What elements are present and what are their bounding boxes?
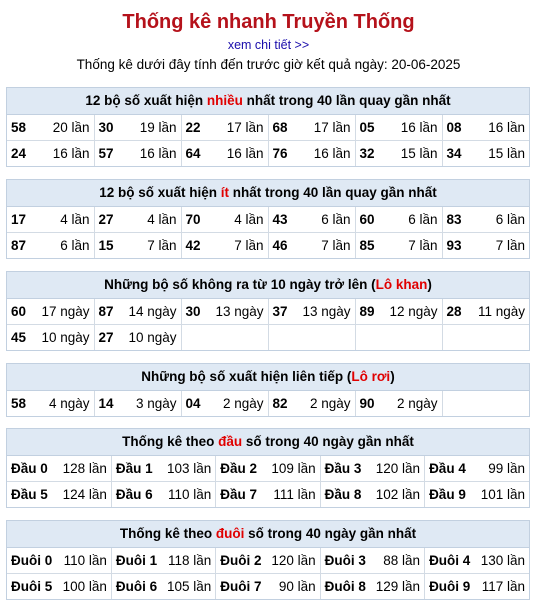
stat-pair xyxy=(429,487,525,502)
stat-label: 37 xyxy=(272,304,288,319)
stat-cell xyxy=(181,391,268,416)
stat-label: 15 xyxy=(98,238,114,253)
stat-pair xyxy=(325,461,420,476)
stat-pair xyxy=(99,120,177,135)
least-frequent-panel xyxy=(6,179,530,259)
stat-pair xyxy=(99,330,177,345)
stat-label: 24 xyxy=(11,146,27,161)
table-row xyxy=(7,141,529,167)
stat-label: 58 xyxy=(11,396,27,411)
stat-pair xyxy=(116,579,211,594)
stat-count: 15 lần xyxy=(488,146,525,161)
stat-cell xyxy=(181,299,268,325)
stat-pair xyxy=(11,120,90,135)
stat-count: 100 lần xyxy=(62,579,107,594)
stat-cell xyxy=(216,456,320,482)
stat-label: 76 xyxy=(272,146,288,161)
stat-pair xyxy=(116,461,211,476)
stat-pair xyxy=(99,396,177,411)
stat-pair xyxy=(325,487,420,502)
stats-table xyxy=(7,115,529,166)
stat-pair xyxy=(273,396,351,411)
stat-pair xyxy=(447,238,526,253)
title-text: ) xyxy=(427,277,432,292)
stat-count: 111 lần xyxy=(273,487,316,502)
stat-cell xyxy=(268,299,355,325)
stat-label: Đuôi 2 xyxy=(220,553,262,568)
stat-pair xyxy=(11,212,90,227)
stat-pair xyxy=(325,553,420,568)
stat-pair xyxy=(99,238,177,253)
stat-count: 109 lần xyxy=(271,461,316,476)
stat-label: Đầu 8 xyxy=(324,487,362,502)
stat-count: 16 lần xyxy=(400,120,438,135)
stat-cell xyxy=(355,233,442,259)
stat-cell xyxy=(181,325,268,351)
stat-pair xyxy=(99,146,177,161)
stat-label: 04 xyxy=(185,396,201,411)
stat-cell xyxy=(216,548,320,574)
title-highlight: ít xyxy=(220,185,229,200)
title-highlight: nhiều xyxy=(206,93,243,108)
stat-cell xyxy=(7,574,111,600)
stat-label: Đầu 5 xyxy=(11,487,48,502)
stat-pair xyxy=(11,238,90,253)
stat-label: Đầu 3 xyxy=(324,461,362,476)
table-row xyxy=(7,391,529,416)
stat-cell xyxy=(94,233,181,259)
stat-label: 82 xyxy=(272,396,288,411)
stat-cell xyxy=(268,391,355,416)
stat-count: 88 lần xyxy=(383,553,421,568)
stat-label: Đầu 9 xyxy=(429,487,466,502)
stat-label: Đuôi 5 xyxy=(11,579,53,594)
stat-cell xyxy=(320,482,424,508)
most-frequent-panel xyxy=(6,87,530,167)
stat-pair xyxy=(220,487,315,502)
stat-count: 2 ngày xyxy=(222,396,264,411)
stat-cell xyxy=(442,325,529,351)
stat-cell xyxy=(94,299,181,325)
title-text: nhất trong 40 lần quay gần nhất xyxy=(242,93,451,108)
stat-label: Đầu 2 xyxy=(220,461,258,476)
duoi-stats-panel xyxy=(6,520,530,600)
stat-count: 10 ngày xyxy=(128,330,177,345)
stat-cell xyxy=(111,456,215,482)
stat-cell xyxy=(94,115,181,141)
stat-pair xyxy=(360,120,438,135)
stat-count: 99 lần xyxy=(488,461,525,476)
stat-pair xyxy=(186,120,264,135)
stat-label: 60 xyxy=(11,304,27,319)
stat-label: 85 xyxy=(359,238,375,253)
stat-pair xyxy=(99,212,177,227)
stat-count: 16 lần xyxy=(226,146,264,161)
stat-label: 32 xyxy=(359,146,375,161)
stat-count: 17 ngày xyxy=(41,304,90,319)
stat-count: 17 lần xyxy=(226,120,264,135)
stat-label: Đuôi 8 xyxy=(324,579,366,594)
stat-label: Đuôi 6 xyxy=(115,579,158,594)
stat-count: 15 lần xyxy=(400,146,438,161)
stat-count: 13 ngày xyxy=(302,304,351,319)
stat-count: 19 lần xyxy=(139,120,177,135)
table-row xyxy=(7,574,529,600)
title-highlight: Lô rơi xyxy=(351,369,391,384)
stat-pair xyxy=(116,553,211,568)
stat-count: 128 lần xyxy=(62,461,107,476)
stat-cell xyxy=(7,115,94,141)
more-link-row xyxy=(0,37,537,53)
stat-label: 87 xyxy=(11,238,27,253)
stat-pair xyxy=(11,396,90,411)
stat-count: 103 lần xyxy=(166,461,212,476)
stat-pair xyxy=(273,212,351,227)
title-text: Thống kê theo xyxy=(122,434,219,449)
title-highlight: Lô khan xyxy=(375,277,428,292)
stat-count: 6 lần xyxy=(408,212,438,227)
stat-pair xyxy=(116,487,211,502)
stat-cell xyxy=(425,574,529,600)
stat-cell xyxy=(94,207,181,233)
table-row xyxy=(7,299,529,325)
stat-label: Đuôi 7 xyxy=(220,579,262,594)
stat-pair xyxy=(273,304,351,319)
title-highlight: đuôi xyxy=(215,526,245,541)
panel-title xyxy=(7,364,529,391)
stats-table xyxy=(7,207,529,258)
stat-label: 05 xyxy=(359,120,375,135)
stat-count: 110 lần xyxy=(63,553,107,568)
stat-pair xyxy=(11,553,107,568)
stat-pair xyxy=(325,579,420,594)
page-subtitle: Thống kê dưới đây tính đến trước giờ kết quả ngày: 20-06-2025 xyxy=(76,57,461,72)
stat-count: 118 lần xyxy=(167,553,212,568)
stat-label: 60 xyxy=(359,212,375,227)
table-row xyxy=(7,207,529,233)
title-text: ) xyxy=(390,369,395,384)
page-title: Thống kê nhanh Truyền Thống xyxy=(122,11,415,33)
stat-cell xyxy=(7,141,94,167)
stat-pair xyxy=(220,461,315,476)
stat-cell xyxy=(181,115,268,141)
stat-label: 30 xyxy=(98,120,114,135)
title-text: Những bộ số không ra từ 10 ngày trở lên ( xyxy=(104,277,376,292)
stat-label: Đuôi 1 xyxy=(115,553,158,568)
stat-label: Đầu 4 xyxy=(429,461,466,476)
stats-table xyxy=(7,299,529,350)
stat-pair xyxy=(186,212,264,227)
stat-cell xyxy=(111,574,215,600)
stat-label: Đầu 1 xyxy=(115,461,153,476)
stat-label: 42 xyxy=(185,238,201,253)
stat-label: 30 xyxy=(185,304,201,319)
stat-cell xyxy=(355,299,442,325)
stat-cell xyxy=(355,391,442,416)
stat-pair xyxy=(429,553,525,568)
table-row xyxy=(7,115,529,141)
stat-pair xyxy=(360,238,438,253)
title-text: số trong 40 ngày gần nhất xyxy=(244,526,417,541)
stat-cell xyxy=(7,482,111,508)
stat-label: 87 xyxy=(98,304,114,319)
stat-cell xyxy=(7,456,111,482)
stat-cell xyxy=(425,482,529,508)
stat-label: 27 xyxy=(98,212,114,227)
stat-label: 17 xyxy=(11,212,27,227)
stat-cell xyxy=(7,548,111,574)
stat-label: 28 xyxy=(446,304,462,319)
stat-pair xyxy=(11,146,90,161)
stat-cell xyxy=(7,391,94,416)
title-text: số trong 40 ngày gần nhất xyxy=(242,434,414,449)
title-text: 12 bộ số xuất hiện xyxy=(99,185,221,200)
stat-cell xyxy=(181,207,268,233)
stat-count: 120 lần xyxy=(375,461,421,476)
stat-cell xyxy=(7,207,94,233)
stat-count: 16 lần xyxy=(488,120,525,135)
stat-cell xyxy=(425,456,529,482)
stat-cell xyxy=(94,325,181,351)
stat-label: 27 xyxy=(98,330,114,345)
stat-label: 68 xyxy=(272,120,288,135)
stat-cell xyxy=(355,141,442,167)
stat-count: 17 lần xyxy=(313,120,351,135)
stat-cell xyxy=(268,233,355,259)
stat-cell xyxy=(216,482,320,508)
stat-cell xyxy=(268,141,355,167)
stat-label: 34 xyxy=(446,146,462,161)
stat-cell xyxy=(320,548,424,574)
title-text: nhất trong 40 lần quay gần nhất xyxy=(229,185,437,200)
stat-count: 6 lần xyxy=(321,212,351,227)
stat-count: 102 lần xyxy=(375,487,421,502)
stat-count: 4 lần xyxy=(234,212,264,227)
stat-label: 45 xyxy=(11,330,27,345)
stat-count: 10 ngày xyxy=(41,330,90,345)
stat-count: 3 ngày xyxy=(135,396,177,411)
stat-pair xyxy=(220,579,315,594)
stat-count: 12 ngày xyxy=(389,304,438,319)
stat-label: 43 xyxy=(272,212,288,227)
panel-title xyxy=(7,180,529,207)
stat-cell xyxy=(7,233,94,259)
title-text: 12 bộ số xuất hiện xyxy=(85,93,207,108)
stat-label: Đuôi 9 xyxy=(429,579,471,594)
stat-cell xyxy=(355,115,442,141)
stat-count: 6 lần xyxy=(495,212,525,227)
stat-cell xyxy=(94,141,181,167)
stat-label: 89 xyxy=(359,304,375,319)
stat-pair xyxy=(360,396,438,411)
panel-title xyxy=(7,521,529,548)
stat-pair xyxy=(447,212,526,227)
stat-label: 93 xyxy=(446,238,462,253)
stat-cell xyxy=(320,456,424,482)
stat-pair xyxy=(273,238,351,253)
stat-count: 13 ngày xyxy=(215,304,264,319)
stat-cell xyxy=(355,207,442,233)
stat-pair xyxy=(429,579,525,594)
stat-label: 83 xyxy=(446,212,462,227)
stat-label: Đầu 7 xyxy=(220,487,258,502)
stat-pair xyxy=(186,146,264,161)
stat-cell xyxy=(268,325,355,351)
stat-cell xyxy=(442,207,529,233)
stats-table xyxy=(7,456,529,507)
stat-cell xyxy=(111,548,215,574)
stat-count: 4 lần xyxy=(60,212,90,227)
stat-pair xyxy=(220,553,315,568)
stat-pair xyxy=(186,396,264,411)
stat-pair xyxy=(11,487,107,502)
stat-count: 105 lần xyxy=(166,579,212,594)
stat-pair xyxy=(360,212,438,227)
stat-cell xyxy=(94,391,181,416)
stat-cell xyxy=(442,299,529,325)
stat-pair xyxy=(360,304,438,319)
stat-count: 16 lần xyxy=(313,146,351,161)
stat-count: 16 lần xyxy=(52,146,90,161)
stat-label: 22 xyxy=(185,120,201,135)
stat-pair xyxy=(273,120,351,135)
stat-label: 08 xyxy=(446,120,462,135)
stat-count: 7 lần xyxy=(234,238,264,253)
stat-cell xyxy=(442,115,529,141)
stat-count: 117 lần xyxy=(481,579,525,594)
stat-cell xyxy=(442,391,529,416)
stat-pair xyxy=(11,461,107,476)
stat-pair xyxy=(11,304,90,319)
table-row xyxy=(7,482,529,508)
stat-pair xyxy=(11,579,107,594)
stats-table xyxy=(7,391,529,416)
stat-cell xyxy=(111,482,215,508)
stat-cell xyxy=(442,141,529,167)
stat-count: 4 ngày xyxy=(48,396,90,411)
stat-pair xyxy=(360,146,438,161)
stat-pair xyxy=(429,461,525,476)
stat-count: 130 lần xyxy=(480,553,525,568)
stat-count: 14 ngày xyxy=(128,304,177,319)
stat-count: 129 lần xyxy=(375,579,421,594)
stat-cell xyxy=(181,233,268,259)
stat-count: 11 ngày xyxy=(477,304,525,319)
stat-pair xyxy=(11,330,90,345)
view-details-link[interactable]: xem chi tiết >> xyxy=(227,38,310,52)
title-highlight: đầu xyxy=(218,434,243,449)
panel-title xyxy=(7,429,529,456)
stat-count: 7 lần xyxy=(408,238,438,253)
stat-cell xyxy=(268,115,355,141)
stat-pair xyxy=(99,304,177,319)
stat-pair xyxy=(447,146,526,161)
stat-label: 14 xyxy=(98,396,114,411)
stat-label: Đuôi 0 xyxy=(11,553,53,568)
stat-label: Đầu 6 xyxy=(115,487,153,502)
stat-count: 2 ngày xyxy=(396,396,438,411)
table-row xyxy=(7,548,529,574)
stat-cell xyxy=(268,207,355,233)
lo-roi-panel xyxy=(6,363,530,417)
stat-count: 101 lần xyxy=(480,487,525,502)
dau-stats-panel xyxy=(6,428,530,508)
stat-pair xyxy=(186,238,264,253)
panel-title xyxy=(7,272,529,299)
stat-label: 64 xyxy=(185,146,201,161)
stat-label: 90 xyxy=(359,396,375,411)
stat-label: Đuôi 4 xyxy=(429,553,471,568)
stat-label: 70 xyxy=(185,212,201,227)
stat-cell xyxy=(425,548,529,574)
stat-cell xyxy=(216,574,320,600)
stat-count: 2 ngày xyxy=(309,396,351,411)
stats-table xyxy=(7,548,529,599)
table-row xyxy=(7,456,529,482)
stat-pair xyxy=(273,146,351,161)
stat-label: Đuôi 3 xyxy=(324,553,366,568)
lo-khan-panel xyxy=(6,271,530,351)
stat-cell xyxy=(442,233,529,259)
stat-count: 20 lần xyxy=(52,120,90,135)
stat-pair xyxy=(186,304,264,319)
stat-cell xyxy=(355,325,442,351)
stat-count: 4 lần xyxy=(147,212,177,227)
stat-label: 46 xyxy=(272,238,288,253)
stat-count: 6 lần xyxy=(60,238,90,253)
stat-pair xyxy=(447,120,526,135)
stat-cell xyxy=(7,299,94,325)
stat-count: 7 lần xyxy=(495,238,525,253)
stat-count: 124 lần xyxy=(62,487,107,502)
table-row xyxy=(7,233,529,259)
stat-cell xyxy=(181,141,268,167)
stat-count: 90 lần xyxy=(278,579,316,594)
stat-count: 110 lần xyxy=(167,487,212,502)
stat-label: 57 xyxy=(98,146,114,161)
stat-cell xyxy=(7,325,94,351)
title-text: Những bộ số xuất hiện liên tiếp ( xyxy=(141,369,352,384)
stat-label: Đầu 0 xyxy=(11,461,48,476)
stat-pair xyxy=(447,304,526,319)
table-row xyxy=(7,325,529,351)
stat-count: 120 lần xyxy=(271,553,316,568)
title-text: Thống kê theo xyxy=(119,526,216,541)
panel-title xyxy=(7,88,529,115)
stat-label: 58 xyxy=(11,120,27,135)
stat-count: 16 lần xyxy=(139,146,177,161)
stat-count: 7 lần xyxy=(147,238,177,253)
stat-cell xyxy=(320,574,424,600)
stat-count: 7 lần xyxy=(321,238,351,253)
